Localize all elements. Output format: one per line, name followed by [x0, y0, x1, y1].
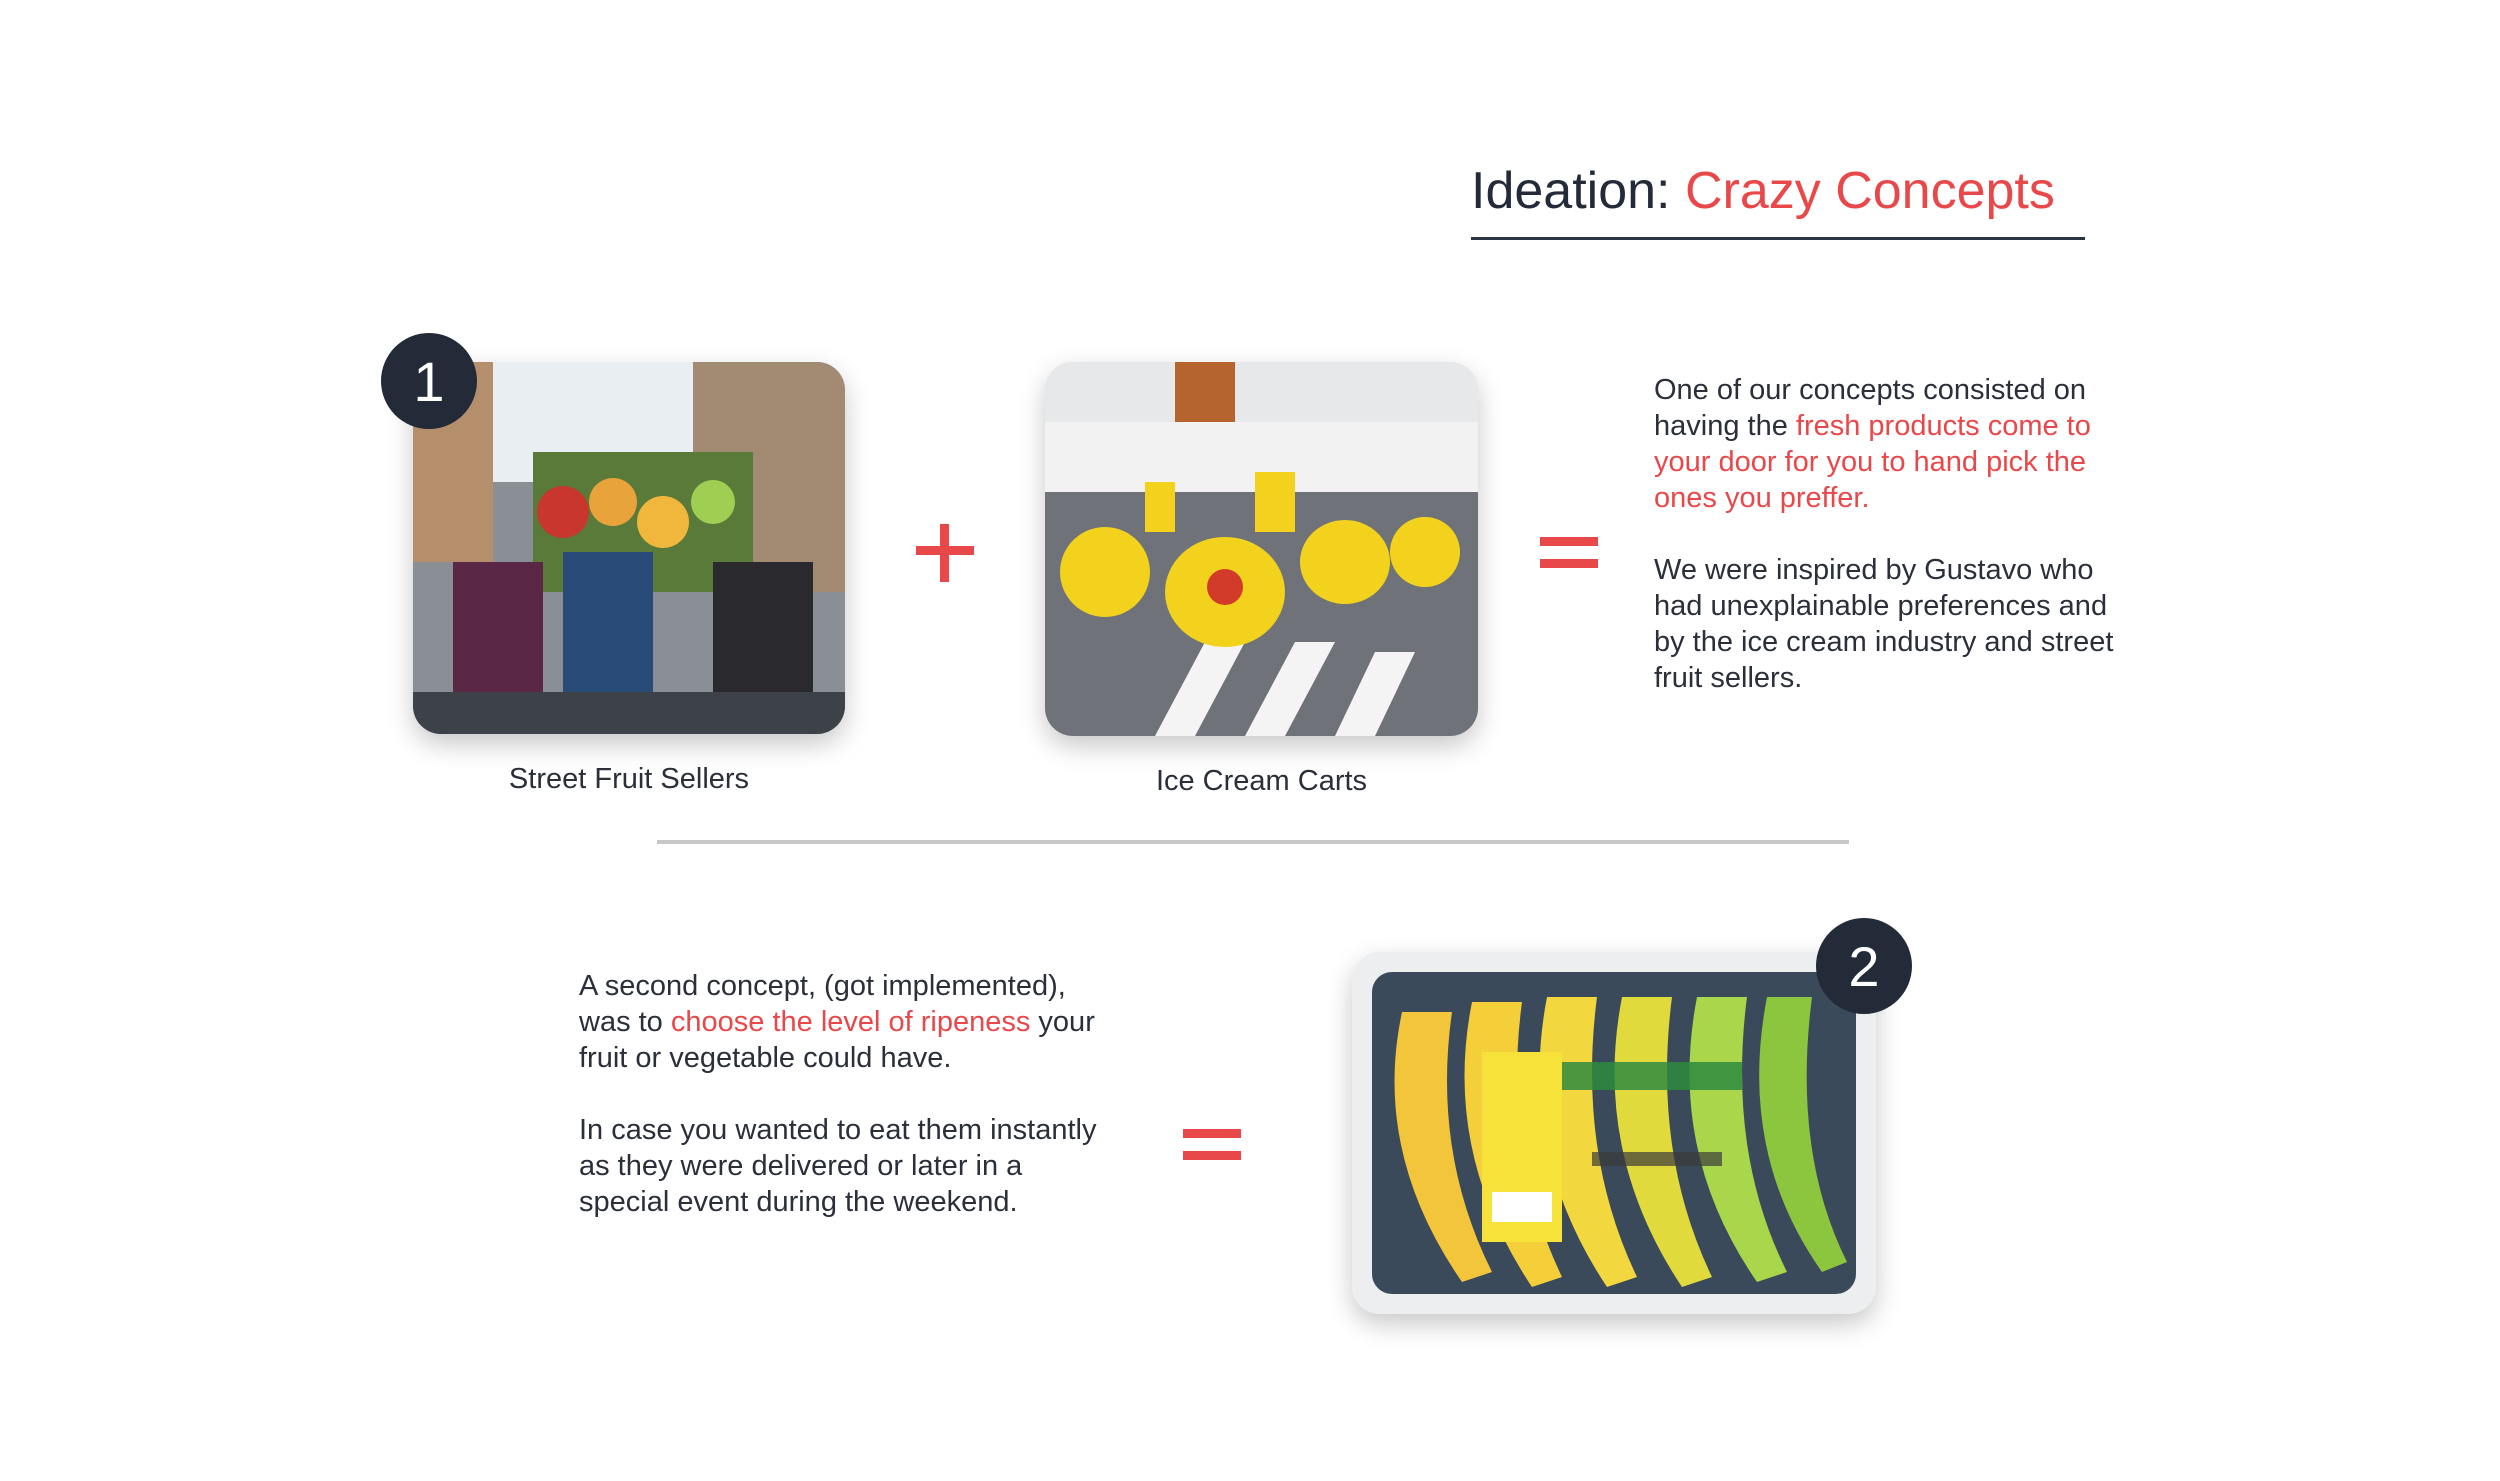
concept-1-badge: 1 [381, 333, 477, 429]
concept-1-paragraph-1 [1654, 372, 2134, 516]
concept-2-highlight: choose the level of ripeness [670, 1006, 1031, 1038]
street-fruit-sellers-caption: Street Fruit Sellers [508, 763, 750, 795]
concept-2-text-pre: A second concept, (got implemented), was to [579, 970, 1066, 1038]
concept-2-paragraph-2: In case you wanted to eat them instantly as they were delivered or later in a special event during the weekend. [579, 1114, 1097, 1218]
banana-package-image [1352, 952, 1876, 1314]
concept-2-badge: 2 [1816, 918, 1912, 1014]
concept-1-description [1654, 372, 2134, 732]
plus-operator [916, 524, 974, 582]
concept-1-paragraph-2: We were inspired by Gustavo who had unexplainable preferences and by the ice cream industry and street fruit sellers. [1654, 554, 2114, 694]
section-divider [657, 840, 1849, 844]
ice-cream-carts-image [1045, 362, 1478, 736]
concept-2-description [579, 968, 1119, 1256]
title-accent: Crazy Concepts [1684, 162, 2055, 220]
title-prefix: Ideation: [1471, 162, 1685, 220]
equals-operator-1 [1540, 537, 1598, 568]
street-fruit-sellers-image [413, 362, 845, 734]
equals-operator-2 [1183, 1129, 1241, 1160]
concept-2-paragraph-1 [579, 968, 1119, 1076]
page-title [1471, 162, 2055, 220]
ice-cream-carts-caption: Ice Cream Carts [1155, 765, 1368, 797]
concept-1-text-pre: One of our concepts consisted on having the [1654, 374, 2087, 442]
title-underline [1471, 237, 2085, 240]
concept-1-highlight: fresh products come to your door for you to hand pick the ones you preffer. [1654, 410, 2091, 514]
concept-2-text-post: your fruit or vegetable could have. [579, 1006, 1095, 1074]
